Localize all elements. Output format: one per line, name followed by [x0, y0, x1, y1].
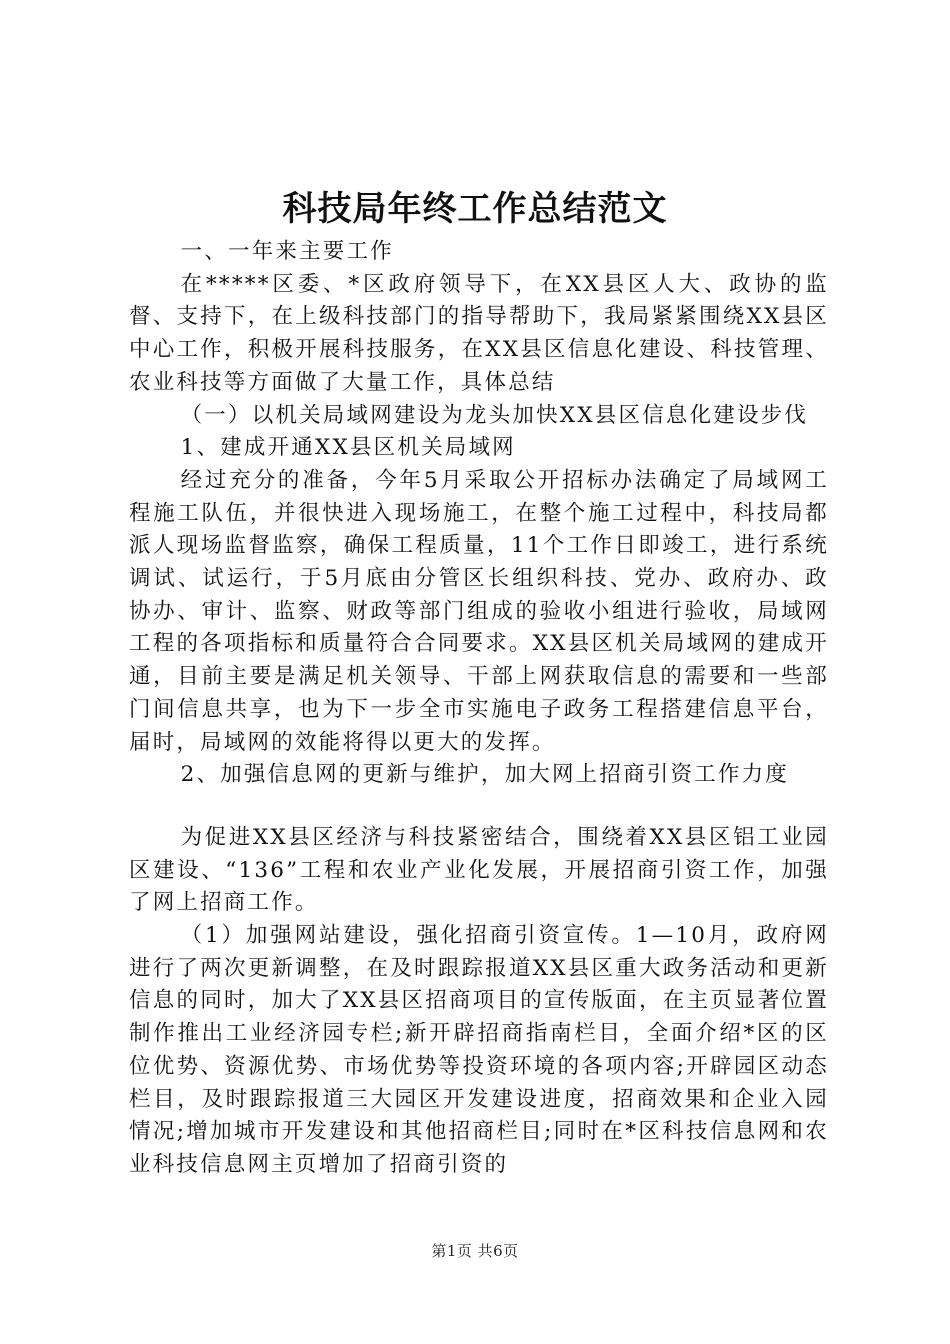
- section-heading: 一、一年来主要工作: [180, 239, 394, 264]
- document-title: 科技局年终工作总结范文: [282, 189, 668, 229]
- body-paragraph: 为促进XX县区经济与科技紧密结合，围绕着XX县区铝工业园区建设、“136”工程和农业产业化发展，开展招商引资工作，加强了网上招商工作。: [129, 824, 829, 916]
- body-paragraph: 在*****区委、*区政府领导下，在XX县区人大、政协的监督、支持下，在上级科技部门的指导帮助下，我局紧紧围绕XX县区中心工作，积极开展科技服务，在XX县区信息化建设、科技管理、农业科技等方面做了大量工作，具体总结: [129, 271, 829, 395]
- page-footer: 第1页 共6页: [431, 1242, 519, 1260]
- body-paragraph: （1）加强网站建设，强化招商引资宣传。1—10月，政府网进行了两次更新调整，在及时跟踪报道XX县区重大政务活动和更新信息的同时，加大了XX县区招商项目的宣传版面，在主页显著位置制作推出工业经济园专栏;新开辟招商指南栏目，全面介绍*区的区位优势、资源优势、市场优势等投资环境的各项内容;开辟园区动态栏目，及时跟踪报道三大园区开发建设进度，招商效果和企业入园情况;增加城市开发建设和其他招商栏目;同时在*区科技信息网和农业科技信息网主页增加了招商引资的: [129, 923, 829, 1177]
- body-paragraph: 经过充分的准备，今年5月采取公开招标办法确定了局域网工程施工队伍，并很快进入现场施工，在整个施工过程中，科技局都派人现场监督监察，确保工程质量，11个工作日即竣工，进行系统调试、试运行，于5月底由分管区长组织科技、党办、政府办、政协办、审计、监察、财政等部门组成的验收小组进行验收，局域网工程的各项指标和质量符合合同要求。XX县区机关局域网的建成开通，目前主要是满足机关领导、干部上网获取信息的需要和一些部门间信息共享，也为下一步全市实施电子政务工程搭建信息平台，届时，局域网的效能将得以更大的发挥。: [129, 467, 829, 755]
- document-body: [129, 236, 829, 1182]
- item-heading: 1、建成开通XX县区机关局域网: [180, 435, 516, 461]
- spacer: [129, 792, 829, 822]
- item-heading: 2、加强信息网的更新与维护，加大网上招商引资工作力度: [180, 762, 789, 788]
- subsection-heading: （一）以机关局域网建设为龙头加快XX县区信息化建设步伐: [180, 402, 809, 428]
